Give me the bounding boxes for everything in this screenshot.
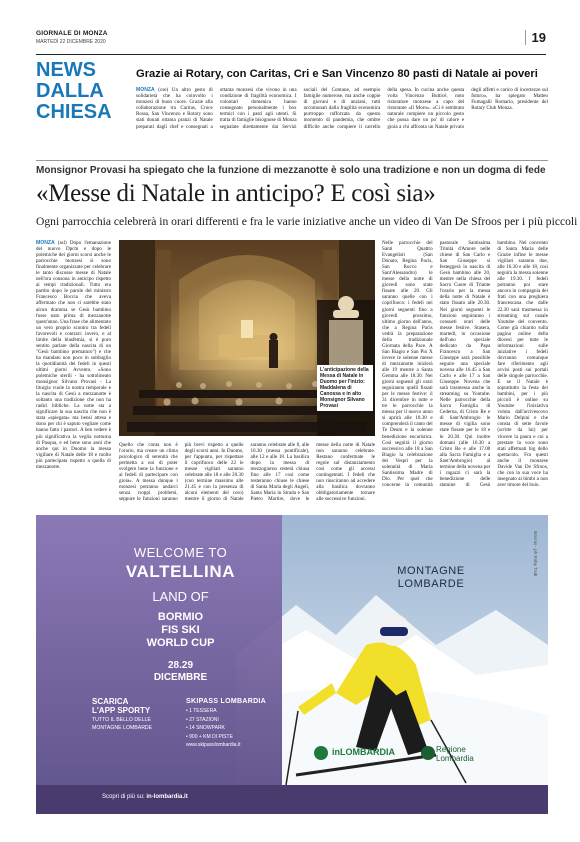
section-tag-line-3: CHIESA bbox=[36, 101, 112, 123]
ad-photo-credit: Bormio - ph Roby Trab bbox=[533, 531, 538, 577]
ad-event-line-3: WORLD CUP bbox=[146, 637, 215, 649]
tourism-advertisement bbox=[36, 515, 548, 814]
ad-app-promo bbox=[92, 697, 152, 732]
main-story-kicker: Monsignor Provasi ha spiegato che la funzione di mezzanotte è solo una tradizione e non un dogma di fede bbox=[36, 165, 546, 176]
ad-app-sub-1: TUTTO IL BELLO DELLE bbox=[92, 717, 151, 723]
ad-skipass-title: SKIPASS LOMBARDIA bbox=[186, 698, 267, 705]
ad-event-line-1: BORMIO bbox=[157, 611, 204, 623]
ad-skipass-item: • 1 TESSERA bbox=[186, 708, 217, 714]
ad-background-graphic bbox=[36, 515, 548, 814]
main-story-column-2: Quello che conta non è l'orario, ma creare un clima psicologico di serenità che permetta a noi di poter svolgere bene la funzione e ai fedeli di partecipare con gioia». A messa dunque i monzesi potranno andarci senza troppi problemi, seppure le funzioni saranno più brevi rispetto a quelle degli scorsi anni. In Duomo, per l'appunto, per rispettare il coprifuoco delle 22 le messe vigiliari saranno celebrate alle 18 e alle 20.30 (con termine massimo alle 21.45 e con la presenza di alcuni elementi del coro) mentre il giorno di Natale saranno celebrate alle 8, alle 10.30 (messa pontificale), alle 12 e alle 18. La basilica dopo la messa di mezzogiorno resterà chiusa fino alle 17 così come resteranno chiuse le chiese di Santa Maria degli Angeli, Santa Maria in Strada e San Pietro Martire, dove le messe della notte di Natale non saranno celebrate. Restano confermate le regole sul distanziamento così come gli accessi contingentati. I fedeli che non riusciranno ad accedere alla basilica dovranno obbligatoriamente tornare alle successive funzioni. bbox=[119, 442, 375, 503]
ad-montagne-line-1: MONTAGNE bbox=[397, 565, 465, 577]
ad-footer-bar bbox=[36, 785, 548, 814]
ad-montagne-lombarde-title bbox=[371, 565, 491, 591]
top-story-location: MONZA bbox=[136, 87, 155, 93]
section-tag bbox=[36, 60, 128, 140]
ad-skipass-item: • 27 STAZIONI bbox=[186, 716, 219, 723]
main-story-column-1-text: (ssl) Dopo l'emanazione del nuovo Dpcm e dopo le polemiche dei giorni scorsi anche le parrocchie monzesi si sono finalmente organizzate per celebrare le tanto discusse messe di Natale nell'ora consona in anticipo rispetto ai tempi tradizionali. Tutto era partito dopo le parole del ministro Francesco Boccia che aveva affermato che non ci sarebbe stato alcun dramma se Gesù bambino fosse nato prima di mezzanotte quest'anno. Una frase che alimentato un vero proprio scontro tra fedeli favorevoli e contrari: invero, e al limite della blasfemia, si è puro sentito parlare della nascita di un "Gesù bambino prematuro") e che ha mandato non poco in subbuglio la quotidianità dei fedeli in questi ultimi giorni Avvento. «Sono polemiche sterili - ha sottolineato monsignor Silvano Provasi - La liturgia vuole la nostra temporale e la nascita di Gesù a mezzanotte è soltanto una tradizione che non ha radici bibliche. La notte sta a significare la sua nascita che non è stata «spiegata» ma bensì attesa e dono per chi è saputo vegliare come hanno fatto i pastori. A ben vedere è più significativa la veglia notturna di Pasqua, e ed bene sono anni che anche qui in Duomo la messa vigiliare di Natale delle 18 e molto più partecipata rispetto a quella di mezzanotte. bbox=[36, 240, 111, 470]
top-story-headline: Grazie ai Rotary, con Caritas, Cri e San Vincenzo 80 pasti di Natale ai poveri bbox=[136, 68, 538, 80]
ad-event-line-2: FIS SKI bbox=[161, 624, 200, 636]
main-story-subheadline: Ogni parrocchia celebrerà in orari differenti e fra le varie iniziative anche un video di Van De Sfroos per i più piccoli bbox=[36, 215, 578, 228]
ad-app-title-2: L'APP SPORTY bbox=[92, 706, 151, 715]
top-story-body bbox=[136, 87, 548, 157]
regione-logo-line-2: Lombardia bbox=[436, 754, 474, 763]
ad-skipass-item: • 900 + KM DI PISTE bbox=[186, 733, 233, 740]
ad-event-days: 28.29 bbox=[167, 660, 194, 671]
newspaper-name: GIORNALE DI MONZA bbox=[36, 30, 108, 37]
ad-valtellina-title bbox=[118, 545, 243, 684]
section-tag-line-2: DALLA bbox=[36, 80, 104, 102]
main-story-headline: «Messe di Natale in anticipo? E così sia» bbox=[36, 180, 436, 207]
ad-event-name bbox=[118, 611, 243, 650]
ad-event-month: DICEMBRE bbox=[153, 672, 208, 683]
ad-footer-text bbox=[102, 794, 188, 800]
main-story-column-1 bbox=[36, 240, 111, 512]
regione-lombardia-logo bbox=[436, 745, 474, 763]
ad-skipass-promo bbox=[186, 697, 266, 749]
ad-welcome-text: WELCOME TO bbox=[133, 545, 228, 560]
ad-app-title-1: SCARICA bbox=[92, 697, 129, 706]
inlombardia-logo bbox=[332, 747, 395, 757]
ad-valtellina-text: VALTELLINA bbox=[125, 562, 236, 581]
section-tag-line-1: NEWS bbox=[36, 59, 96, 81]
regione-logo-line-1: Regione bbox=[436, 745, 466, 754]
ad-skipass-item: • 14 SNOWPARK bbox=[186, 725, 225, 731]
page-number: 19 bbox=[525, 30, 546, 45]
photo-caption: L'anticipazione della Messa di Natale in Duomo per l'inizio: Maddalena di Canossa e in alto Monsignor Silvano Provasi bbox=[317, 365, 373, 411]
ad-app-sub-2: MONTAGNE LOMBARDE bbox=[92, 725, 153, 732]
ad-land-of-text: LAND OF bbox=[152, 589, 209, 604]
inlombardia-logo-text: inLOMBARDIA bbox=[332, 747, 395, 757]
main-story-location: MONZA bbox=[36, 240, 55, 246]
ad-footer-link[interactable]: in-lombardia.it bbox=[146, 794, 188, 800]
masthead-rule bbox=[36, 54, 546, 55]
issue-date: MARTEDÌ 22 DICEMBRE 2020 bbox=[36, 39, 106, 45]
masthead bbox=[36, 30, 546, 52]
top-story-text: (cse) Un altro gesto di solidarietà che ha coinvolto i monzesi di buon cuore. Grazie alla collaborazione tra Caritas, Croce Rossa, San Vincenzo e Rotary sono stati donati ottanta pranzi di Natale preparati dagli chef e consegnati a ottanta monzesi che vivono in una condizione di fragilità economica. I volontari domenica hanno consegnato personalmente i box termici con i pasti agli utenti. Si tratta di famiglie bisognose di Monza segnalate direttamente dai Servizi sociali del Comune, ad esempio famiglie numerose, ma anche coppie di giovani e di anziani, tutti accomunati dalla fragilità economica purtroppo rafforzata da questo momento di pandemia, che ombre difficile anche compiere il carrello della spesa. In cucina anche questa volta Vincenzo Butticè, noto ristoratore monzese a capo del ristorante «Il Moro». «Ci è sembrato naturale compiere un piccolo gesto che possa dare un po' di calore e gioia a chi affronta un Natale privato degli affetti e carico di incertezze sul futuro», ha spiegato Matteo Fumagalli Romario, presidente del Rotary Club Monza. bbox=[136, 87, 548, 130]
ad-event-dates bbox=[118, 660, 243, 684]
ad-footer-label: Scopri di più su: bbox=[102, 794, 147, 800]
ad-montagne-line-2: LOMBARDE bbox=[397, 578, 465, 590]
ad-skipass-link[interactable]: www.skipasslombardia.it bbox=[186, 742, 241, 748]
main-story-column-3: Nelle parrocchie del Santi Quattro Evangelisti (San Donato, Regina Pacis, San Rocco e Sant'Alessandro) le messe della notte di giovedì sono state fissate alle 20. Gli saranno quelle con i coprifuoco: i fedeli nei giorni seguenti fino a giovedì prossimo, ultimo giorno dell'anno, che a Regina Pacis vedrà la preparazione della tradizionale Giornata della Pace. A San Biagio e San Pio X invece le solenne messe di mezzanotte inizierà alle 19 mentre a Santa Gemma alle 18.30. Nei giorni seguenti gli orari seguiranno quelli fissati per le messe festive: il 31 dicembre in tutte e tre le parrocchie la messa per il nuovo anno si aprirà alle 18.30 e comprenderà il canto del Te Deum e la solenne benedizione eucaristica. Così seguirà il giorno successivo alle 18 a San Biagio la celebrazione dei Vespri per la solennità di Maria Santissima Madre di Dio. Per quel che concerne la comunità pastorale Santissima Trinità d'Amore nelle chiese di San Carlo e San Giuseppe si festeggerà la nascita di Gesù bambino alle 20, mentre nella chiesa del Sacro Cuore di Triante l'orario per la messa della notte di Natale è stato fissato alle 20.30. Nei giorni seguenti le funzioni seguiranno i consueti orari delle messe festive. Stasera, martedì, in occasione dell'uno speciale dedicato da Papa Francesco a San Giuseppe sarà possibile seguire una speciale novena alle 16.45 a San Carlo e alle 17 a San Giuseppe. Novena che sarà trasmessa anche in streaming su Youtube. Nelle parrocchie della Sacra Famiglia di Cederna, di Cristo Re e di Sant'Ambrogio le messe di vigilia sono state fissate per le 18 e le 20.30. Qui inoltre domani (alle 16.30 a Cristo Re e alle 17.00 alla Sacra Famiglia e a Sant'Ambrogio) al termine della novena per i ragazzi ci sarà la benedizione delle statuine di Gesù bambino. Nel convento di Santa Maria delle Grazie infine le messe vigiliari saranno due, alle 16.30 e alle 18, così seguirà la messa solenne alle 19.30. I fedeli potranno poi stare ancora in compagnia dei frati con una preghiera francescana che dalle 22.30 sarà trasmessa in streaming sul canale Youtube del convento. Come già chiarito sulla pagina online della diocesi per tutte le informazioni sulle iniziative i fedeli dovranno comunque fare riferimento agli avvisi posti sui portali delle singole parrocchie. E se il Natale è soprattutto la festa dei bambini, per i più piccoli è online su Youtube l'iniziativa voluta dall'arcivescovo Mario Delpini e che consta di sette favole (scritte da lui) per vincere la paura e cui a prestare la voce sono stati affettuati big dello spettacolo. Fra questi anche il monzese Davide Van De Sfroos, che con la sua voce ha insegnato ai bimbi a non aver timore del buio. bbox=[382, 240, 548, 488]
story-separator bbox=[36, 160, 548, 161]
